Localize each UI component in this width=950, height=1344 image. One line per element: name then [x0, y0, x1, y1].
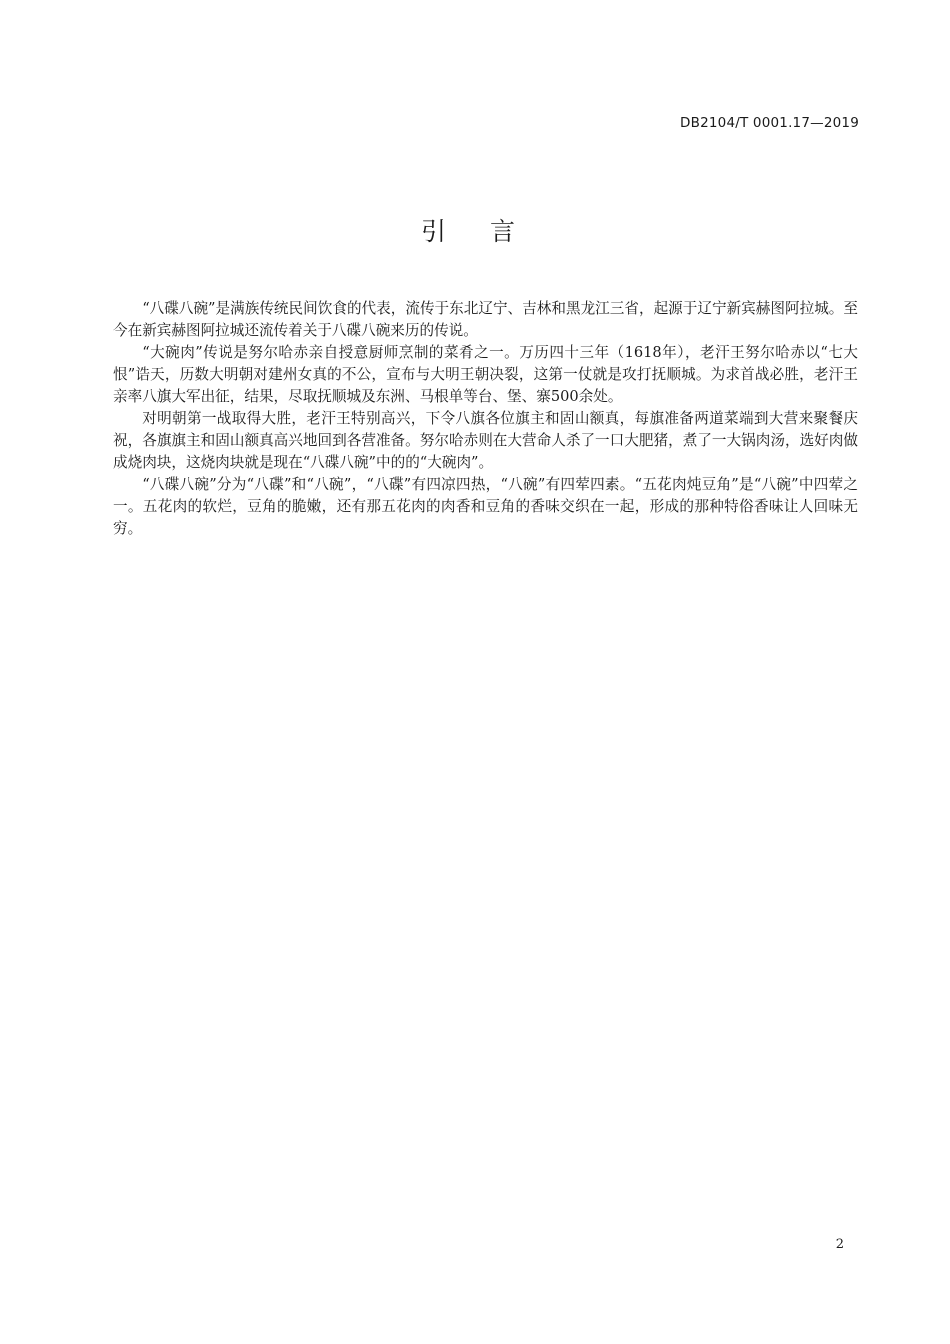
- paragraph: “八碟八碗”是满族传统民间饮食的代表，流传于东北辽宁、吉林和黑龙江三省，起源于辽宁新宾赫图阿拉城。至今在新宾赫图阿拉城还流传着关于八碟八碗来历的传说。: [113, 300, 858, 339]
- paragraph: “八碟八碗”分为“八碟”和“八碗”，“八碟”有四凉四热，“八碗”有四荤四素。“五花肉炖豆角”是“八碗”中四荤之一。五花肉的软烂，豆角的脆嫩，还有那五花肉的肉香和豆角的香味交织在一起，形成的那种特俗香味让人回味无穷。: [113, 476, 858, 537]
- paragraph: “大碗肉”传说是努尔哈赤亲自授意厨师烹制的菜肴之一。万历四十三年（1618年），老汗王努尔哈赤以“七大恨”诰天，历数大明朝对建州女真的不公，宣布与大明王朝决裂，这第一仗就是攻打抚顺城。为求首战必胜，老汗王亲率八旗大军出征，结果，尽取抚顺城及东洲、马根单等台、堡、寨500余处。: [113, 344, 858, 405]
- paragraph: 对明朝第一战取得大胜，老汗王特别高兴，下令八旗各位旗主和固山额真，每旗准备两道菜端到大营来聚餐庆祝，各旗旗主和固山额真高兴地回到各营准备。努尔哈赤则在大营命人杀了一口大肥猪，煮了一大锅肉汤，选好肉做成烧肉块，这烧肉块就是现在“八碟八碗”中的的“大碗肉”。: [113, 410, 858, 471]
- page-number: 2: [835, 1237, 844, 1252]
- document-code: DB2104/T 0001.17—2019: [680, 115, 859, 131]
- introduction-body: [113, 298, 858, 540]
- page-title: 引言: [420, 217, 559, 246]
